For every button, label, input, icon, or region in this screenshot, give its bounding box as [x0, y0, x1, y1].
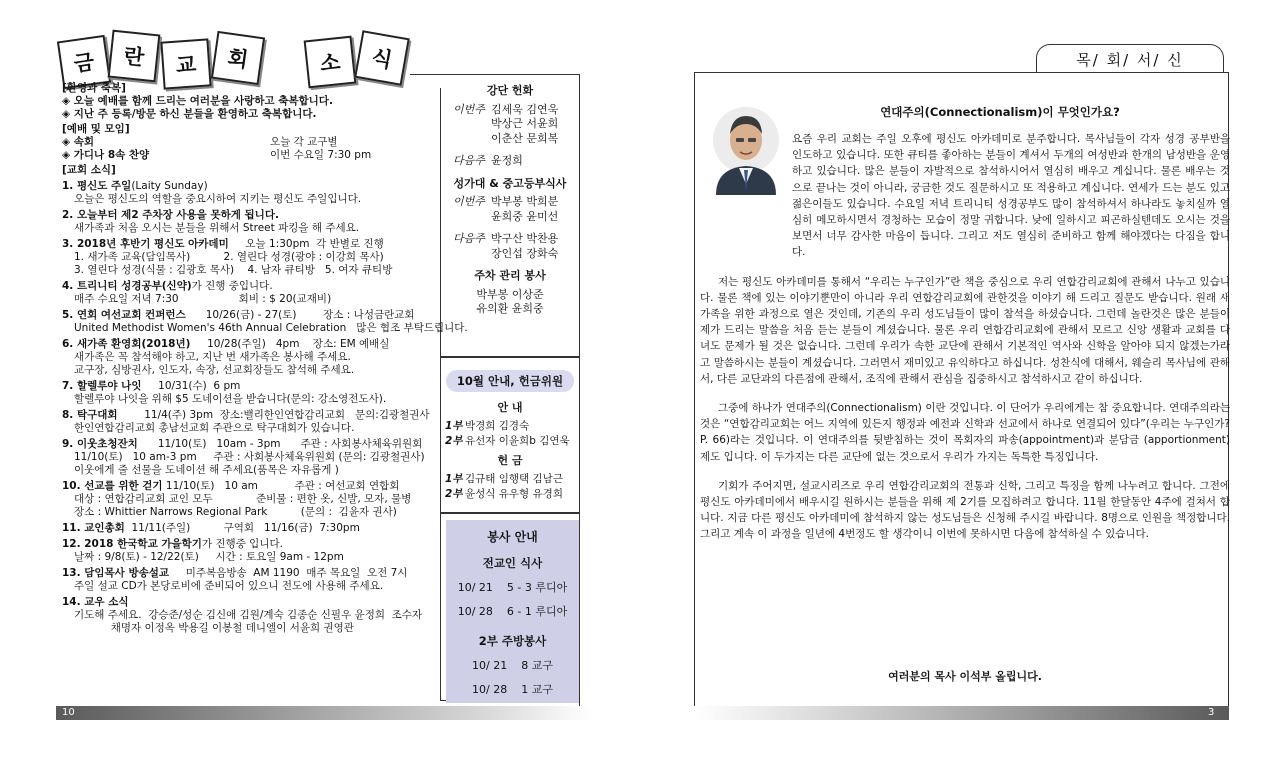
choir-label-this-week: 이번주	[453, 195, 485, 208]
news-item-title	[62, 338, 440, 351]
news-item-title-note: 11/11(주일) 구역회 11/16(금) 7:30pm	[124, 522, 360, 534]
news-item-title-note: 11/4(주) 3pm 장소:밸리한인연합감리교회 문의:김광철권사	[117, 409, 430, 421]
side-column	[441, 80, 579, 317]
choir-names-this-week	[491, 195, 579, 224]
news-item-title	[62, 209, 440, 222]
news-item-title	[62, 522, 440, 535]
service-heading: 봉사 안내	[487, 530, 538, 544]
worship-row-1	[62, 136, 440, 149]
news-item-title-text: 11. 교인총회	[62, 522, 125, 534]
news-item	[62, 380, 440, 406]
choir-name: 박부봉 박희분	[491, 195, 559, 208]
worship-row-2	[62, 149, 440, 162]
news-item-line: 오늘은 평신도의 역할을 중요시하여 지키는 평신도 주일입니다.	[74, 193, 362, 205]
news-item	[62, 438, 440, 477]
side-divider-2	[441, 512, 580, 514]
worship-row-1-right: 오늘 각 교구별	[270, 136, 338, 148]
news-item	[62, 538, 440, 564]
news-item-title-note: 11/10(토) 10 am 주관 : 여선교회 연합회	[162, 480, 400, 492]
news-item-title	[62, 480, 440, 493]
header-tile-5: 소	[304, 36, 357, 89]
worship-row-2-right: 이번 수요일 7:30 pm	[270, 149, 372, 161]
october-section	[441, 366, 579, 502]
header-tile-1: 금	[57, 35, 111, 89]
news-item	[62, 238, 440, 277]
kitchen-heading: 2부 주방봉사	[478, 634, 547, 648]
news-item	[62, 409, 440, 435]
news-item-title-note: 오늘 1:30pm 각 반별로 진행	[228, 238, 384, 250]
guide-heading: 안 내	[497, 401, 523, 414]
news-item-line: 매주 수요일 저녁 7:30 회비 : $ 20(교재비)	[74, 293, 332, 305]
news-item	[62, 209, 440, 235]
left-frame-right	[579, 74, 580, 706]
header-tile-4: 회	[211, 31, 265, 85]
welcome-heading: [환영과 축복]	[62, 82, 126, 94]
choir-name: 박구산 박찬용	[491, 232, 559, 245]
flower-name: 김세욱 김연욱	[491, 102, 559, 116]
choir-row-next-week	[441, 232, 579, 261]
offering-row-1	[441, 472, 579, 487]
news-item	[62, 180, 440, 206]
guide-label-1: 1부	[445, 420, 463, 432]
right-header-title: 목/ 회/ 서/ 신	[1076, 50, 1184, 69]
choir-name: 장인섭 장화숙	[491, 246, 559, 260]
right-footer-bar	[694, 706, 1229, 720]
news-item-title-note: 가 진행중 입니다.	[201, 538, 283, 550]
news-item-title	[62, 438, 440, 451]
guide-label-2: 2부	[445, 435, 463, 447]
worship-row-2-left: ◈ 가디나 8속 찬양	[62, 149, 150, 161]
news-item	[62, 480, 440, 519]
news-item-title-text: 4. 트리니티 성경공부(신약)	[62, 280, 192, 292]
flower-names-this-week	[491, 103, 579, 147]
flower-row-next-week	[441, 154, 579, 169]
october-pill: 10월 안내, 헌금위원	[446, 370, 574, 392]
news-item-title-text: 7. 할렐루야 나잇	[62, 380, 142, 392]
letter-title: 연대주의(Connectionalism)이 무엇인가요?	[880, 105, 1120, 119]
letter-paragraph: 저는 평신도 아카데미를 통해서 “우리는 누구인가”란 책을 중심으로 우리 연합감리교회에 관해서 나누고 있습니다. 물론 책에 있는 이야기뿐만이 아니라 우리 연합감리교회에 관한것을 이야기 해 드리고 질문도 받습니다. 원래 새가족을 위한 과정으로 열은 것인데, 기존의 우리 성도님들이 많이 참석을 하셨습니다. 그런데 놀란것은 많은 분들이 제가 드리는 말씀을 처음 듣는 분들이 계셨습니다. 물론 우리 연합감리교회에 관해서 모르고 신앙 생활과 교회를 다녀도 문제가 될 것은 없습니다. 그런데 우리가 속한 교단에 관해서 기본적인 역사와 신학을 알아야 되지 않겠는가라고 말씀하시는 분들이 계셨습니다. 그러면서 재미있고 유익하다고 하십니다. 성찬식에 대해서, 웨슬리 목사님에 관해서, 다른 교단과의 다른점에 관해서, 조직에 관해서 관심을 집중하시고 참석하시고 같이 하십니다.	[700, 275, 1230, 385]
header-tile-2: 란	[108, 30, 161, 83]
parking-name: 유의환 윤희중	[476, 302, 544, 315]
parking-name: 박부봉 이상준	[476, 287, 544, 301]
news-item	[62, 596, 440, 635]
news-item	[62, 522, 440, 535]
news-item-line: 주일 설교 CD가 본당로비에 준비되어 있으니 전도에 사용해 주세요.	[74, 580, 384, 592]
news-item	[62, 567, 440, 593]
news-item-line: 3. 열린다 성경(식물 : 김광호 목사) 4. 남자 큐티방 5. 여자 큐티방	[74, 264, 393, 276]
news-item-title-text: 1. 평신도 주일	[62, 180, 132, 192]
news-item	[62, 309, 468, 335]
news-item-title-text: 14. 교우 소식	[62, 596, 129, 608]
news-item-line: 새가족은 꼭 참석해야 하고, 지난 번 새가족은 봉사해 주세요.	[74, 351, 351, 363]
welcome-line-2: ◈ 지난 주 등록/방문 하신 분들을 환영하고 축복합니다.	[62, 108, 317, 120]
news-item-line: 날짜 : 9/8(토) - 12/22(토) 시간 : 토요일 9am - 12pm	[74, 551, 344, 563]
news-item-line: United Methodist Women's 46th Annual Celebration 많은 협조 부탁드립니다.	[74, 322, 468, 334]
news-item-title	[62, 538, 440, 551]
guide-row-2	[441, 434, 579, 449]
guide-names-2: 유선자 이윤희b 김연욱	[465, 435, 570, 447]
news-item-title	[62, 409, 440, 422]
worship-row-1-left: ◈ 속회	[62, 136, 95, 148]
offering-names-1: 김규태 임행택 김남근	[465, 473, 563, 485]
choir-row-this-week	[441, 195, 579, 224]
parking-names	[441, 288, 579, 317]
header-tile-6: 식	[354, 30, 410, 86]
flower-name: 박상근 서윤희	[491, 117, 559, 130]
news-item-line: 장소 : Whittier Narrows Regional Park (문의 : 김윤자 권사)	[74, 506, 397, 518]
news-item-title-text: 5. 연회 여선교회 컨퍼런스	[62, 309, 186, 321]
right-page-number: 3	[1208, 707, 1215, 718]
news-item-line: 11/10(토) 10 am-3 pm 주관 : 사회봉사체육위원회 (문의: 김광철권사)	[74, 451, 425, 463]
letter-paragraph: 요즘 우리 교회는 주일 오후에 평신도 아카데미로 분주합니다. 목사님들이 각자 성경 공부반을 인도하고 있습니다. 또한 큐티를 좋아하는 분들이 계셔서 두개의 여성반과 한개의 남성반을 운영하고 있습니다. 많은 분들이 자발적으로 참석하시어서 열심히 배우고 계십니다. 물론 배우는 것으로 끝나는 것이 아니라, 궁금한 것도 질문하시고 또 적용하고 계십니다. 연세가 드는 분도 있고 젊은이들도 있습니다. 수요일 저녁 트리니티 성경공부도 많이 참석하셔서 하나라도 놓치실까 열심히 메모하시면서 경청하는 모습이 정말 귀합니다. 낮에 일하시고 피곤하실텐데도 오시는 것을 보면서 너무 감사한 마음이 듭니다. 그리고 저도 열심히 준비하고 함께 해야겠다는 다짐을 합니다.	[792, 133, 1230, 259]
right-header-line	[694, 72, 1228, 73]
letter-paragraph: 기회가 주어지면, 설교시리즈로 우리 연합감리교회의 전통과 신학, 그리고 특징을 함께 나누려고 합니다. 그전에 평신도 아카데미에서 배우시길 원하시는 분들을 위해 제 2기를 모집하려고 합니다. 11월 한달동안 4주에 걸쳐서 합니다. 지금 다른 평신도 아카데미에 참석하지 않는 성도님들은 신청해 주시길 바랍니다. 8명으로 인원을 책정합니다. 그리고 계속 이 과정을 일년에 4번정도 할 생각이니 이번에 못하시면 다음에 참석하실 수 있습니다.	[700, 479, 1230, 541]
choir-heading: 성가대 & 중고등부식사	[453, 176, 567, 190]
news-item-title	[62, 567, 440, 580]
right-frame-left	[694, 72, 695, 706]
welcome-line-1: ◈ 오늘 예배를 함께 드리는 여러분을 사랑하고 축복합니다.	[62, 95, 333, 107]
flower-heading: 강단 헌화	[486, 84, 534, 97]
news-item-title-note: 10/26(금) - 27(토) 장소 : 나성금란교회	[185, 309, 415, 321]
news-item-line: 교구장, 심방권사, 인도자, 속장, 선교회장들도 참석해 주세요.	[74, 364, 355, 376]
letter-paragraph: 그중에 하나가 연대주의(Connectionalism) 이란 것입니다. 이 단어가 우리에게는 참 중요합니다. 연대주의라는 것은 “연합감리교회는 어느 지역에 있든지 행정과 예전과 신학과 선교에서 하나로 연결되어 있다”(우리는 누구인가? P. 66)라는 것입니다. 이 연대주의를 뒷받침하는 것이 목회자의 파송(appointment)과 분담금 (apportionment) 제도 입니다. 이 두가지는 다른 교단에 없는 것으로서 우리가 가지는 독특한 특징입니다.	[700, 402, 1230, 463]
offering-names-2: 윤성식 유우형 유경희	[465, 488, 563, 500]
kitchen-row-2: 10/ 28 1 교구	[472, 683, 553, 696]
flower-row-this-week	[441, 103, 579, 147]
news-item	[62, 338, 440, 377]
news-item-line: 새가족과 처음 오시는 분들을 위해서 Street 파킹을 해 주세요.	[74, 222, 360, 234]
news-item-title-note: 10/31(수) 6 pm	[141, 380, 241, 392]
news-item-title	[62, 238, 440, 251]
news-item-title-text: 8. 탁구대회	[62, 409, 118, 421]
choir-name: 윤희중 윤미선	[491, 209, 559, 223]
offering-label-1: 1부	[445, 473, 463, 485]
news-item-title-text: 13. 담임목사 방송설교	[62, 567, 170, 579]
guide-row-1	[441, 419, 579, 434]
left-page-number: 10	[62, 707, 75, 718]
service-box	[446, 520, 579, 703]
news-item-title	[62, 180, 440, 193]
news-item-line: 대상 : 연합감리교회 교인 모두 준비물 : 편한 옷, 신발, 모자, 물병	[74, 493, 412, 505]
news-item-line: 1. 새가족 교육(담임목사) 2. 열린다 성경(광야 : 이강희 목사)	[74, 251, 384, 263]
news-item-line: 할렐루야 나잇을 위해 $5 도네이션을 받습니다(문의: 강소영전도사).	[74, 393, 387, 405]
news-item-title	[62, 380, 440, 393]
flower-label-this-week: 이번주	[453, 102, 485, 116]
offering-label-2: 2부	[445, 488, 463, 500]
news-item-title-text: 2. 오늘부터 제2 주차장 사용을 못하게 됩니다.	[62, 209, 279, 221]
flower-name: 윤정희	[491, 154, 523, 167]
offering-heading: 헌 금	[497, 454, 523, 467]
guide-names-1: 박경희 김경숙	[465, 420, 530, 432]
news-item	[62, 280, 440, 306]
news-item-title-note: 11/10(토) 10am - 3pm 주관 : 사회봉사체육위원회	[137, 438, 423, 450]
news-item-line: 이웃에게 줄 선물을 도네이션 해 주세요(품목은 자유롭게 )	[74, 464, 339, 476]
offering-row-2	[441, 487, 579, 502]
news-item-title-text: 6. 새가족 환영회(2018년)	[62, 338, 191, 350]
flower-label-next-week: 다음주	[453, 154, 485, 167]
news-item-title-text: 3. 2018년 후반기 평신도 아카데미	[62, 238, 229, 250]
letter-body	[700, 131, 1230, 556]
letter-signature: 여러분의 목사 이석부 올립니다.	[888, 670, 1042, 683]
news-item-title	[62, 596, 440, 609]
news-item-title-text: 12. 2018 한국학교 가을학기	[62, 538, 202, 550]
news-item-title-note: (Laity Sunday)	[131, 180, 208, 192]
left-footer-bar	[56, 706, 592, 720]
news-item-title-text: 10. 선교를 위한 걷기	[62, 480, 163, 492]
lunch-heading: 전교인 식사	[482, 556, 543, 570]
news-item-title-note: 미주복음방송 AM 1190 매주 목요일 오전 7시	[169, 567, 408, 579]
kitchen-row-1: 10/ 21 8 교구	[472, 659, 553, 672]
news-item-line: 기도해 주세요. 강승준/성순 김신애 김원/계숙 김종순 신필우 윤정희 조수자	[74, 609, 423, 621]
news-item-title-text: 9. 이웃초청잔치	[62, 438, 138, 450]
right-header-tab	[1036, 44, 1224, 73]
news-item-line: 채명자 이정옥 박용길 이봉철 데니엘이 서윤희 권영관	[74, 622, 354, 634]
lunch-row-1: 10/ 21 5 - 3 루디아	[457, 581, 568, 594]
news-item-title-note: 가 진행 중입니다.	[191, 280, 273, 292]
left-frame-top	[410, 74, 580, 75]
flower-name: 이춘산 문희복	[491, 131, 559, 145]
news-item-title	[62, 280, 440, 293]
lunch-row-2: 10/ 28 6 - 1 루디아	[457, 605, 568, 618]
parking-heading: 주차 관리 봉사	[474, 269, 546, 282]
header-tile-3: 교	[160, 38, 211, 89]
news-heading: [교회 소식]	[62, 164, 116, 176]
news-item-title	[62, 309, 440, 322]
choir-label-next-week: 다음주	[453, 232, 485, 245]
news-item-title-note: 10/28(주일) 4pm 장소: EM 예배실	[190, 338, 390, 350]
side-divider-1	[441, 356, 580, 358]
news-item-line: 한인연합감리교회 총남선교회 주관으로 탁구대회가 있습니다.	[74, 422, 355, 434]
choir-names-next-week	[491, 232, 579, 261]
worship-heading: [예배 및 모임]	[62, 123, 130, 135]
